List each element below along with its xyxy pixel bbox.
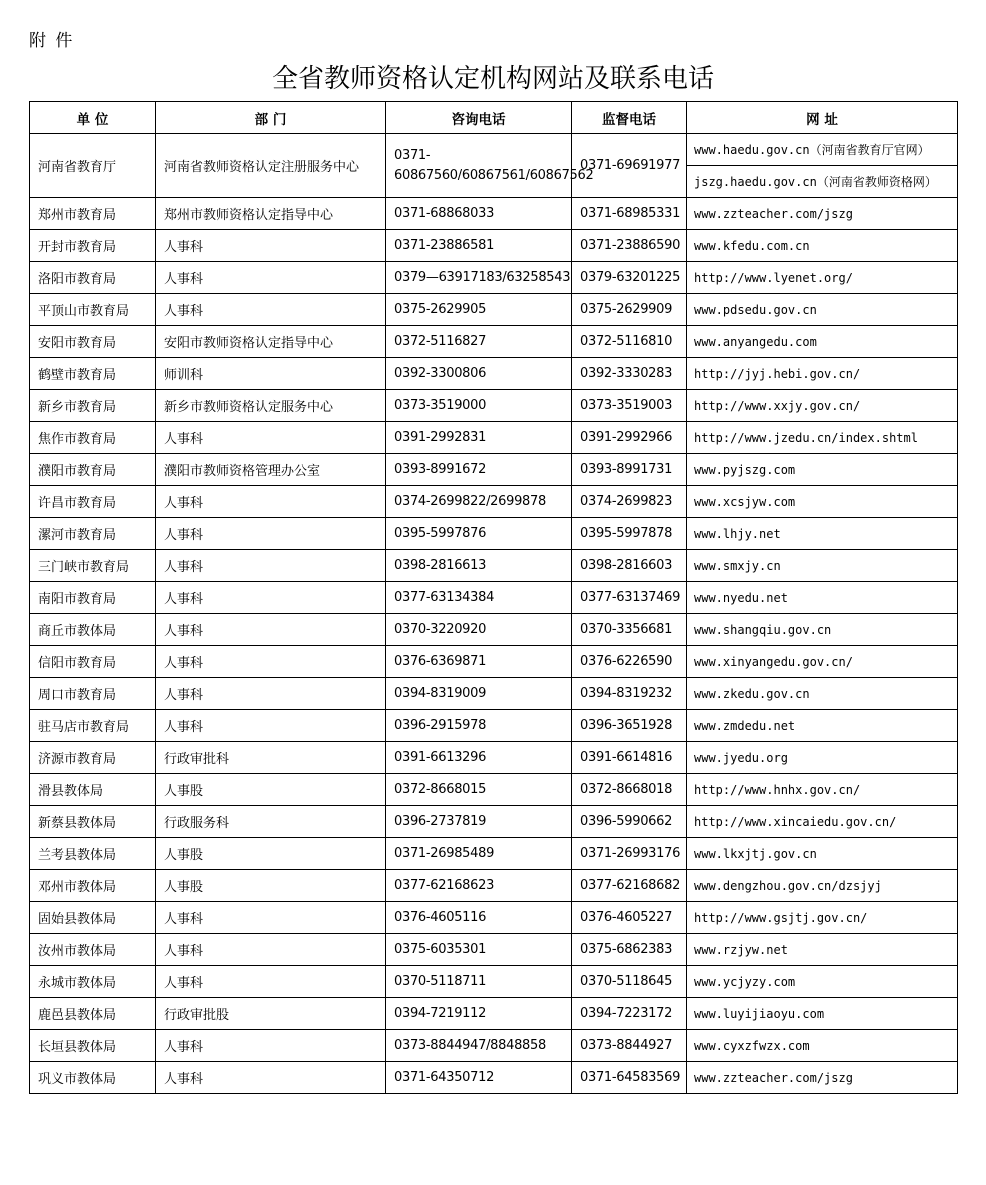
- cell-supervise-phone: 0371-23886590: [572, 230, 687, 262]
- cell-consult-phone: 0379—63917183/63258543: [386, 262, 572, 294]
- cell-supervise-phone: 0372-8668018: [572, 774, 687, 806]
- cell-website-link[interactable]: www.xinyangedu.gov.cn/: [687, 646, 958, 678]
- table-row: [30, 998, 958, 1030]
- cell-unit: 濮阳市教育局: [30, 454, 156, 486]
- cell-supervise-phone: 0394-7223172: [572, 998, 687, 1030]
- cell-website-link[interactable]: http://www.gsjtj.gov.cn/: [687, 902, 958, 934]
- cell-website-link[interactable]: www.lkxjtj.gov.cn: [687, 838, 958, 870]
- cell-dept: 行政审批科: [156, 742, 386, 774]
- cell-dept: 人事科: [156, 294, 386, 326]
- cell-website-link[interactable]: www.smxjy.cn: [687, 550, 958, 582]
- cell-unit: 焦作市教育局: [30, 422, 156, 454]
- cell-consult-phone: 0370-5118711: [386, 966, 572, 998]
- table-row: [30, 518, 958, 550]
- cell-website-link[interactable]: www.cyxzfwzx.com: [687, 1030, 958, 1062]
- cell-supervise-phone: 0370-5118645: [572, 966, 687, 998]
- cell-consult-phone: 0372-8668015: [386, 774, 572, 806]
- cell-consult-phone: 0376-4605116: [386, 902, 572, 934]
- cell-consult-phone: 0376-6369871: [386, 646, 572, 678]
- cell-supervise-phone: 0370-3356681: [572, 614, 687, 646]
- cell-supervise-phone: 0398-2816603: [572, 550, 687, 582]
- cell-website-link[interactable]: www.rzjyw.net: [687, 934, 958, 966]
- cell-website-link[interactable]: http://www.hnhx.gov.cn/: [687, 774, 958, 806]
- cell-website-link[interactable]: www.luyijiaoyu.com: [687, 998, 958, 1030]
- cell-website-link[interactable]: www.dengzhou.gov.cn/dzsjyj: [687, 870, 958, 902]
- cell-supervise-phone: 0379-63201225: [572, 262, 687, 294]
- cell-supervise-phone: 0396-3651928: [572, 710, 687, 742]
- table-row: [30, 902, 958, 934]
- cell-unit: 鹤壁市教育局: [30, 358, 156, 390]
- cell-website-link[interactable]: www.shangqiu.gov.cn: [687, 614, 958, 646]
- cell-supervise-phone: 0376-4605227: [572, 902, 687, 934]
- cell-unit: 永城市教体局: [30, 966, 156, 998]
- cell-website-link[interactable]: www.zzteacher.com/jszg: [687, 198, 958, 230]
- cell-consult-phone: 0393-8991672: [386, 454, 572, 486]
- cell-unit: 长垣县教体局: [30, 1030, 156, 1062]
- cell-dept: 人事股: [156, 838, 386, 870]
- cell-unit: 巩义市教体局: [30, 1062, 156, 1094]
- cell-dept: 安阳市教师资格认定指导中心: [156, 326, 386, 358]
- header-website: 网 址: [687, 102, 958, 134]
- table-row: [30, 966, 958, 998]
- cell-dept: 师训科: [156, 358, 386, 390]
- cell-website-link[interactable]: jszg.haedu.gov.cn（河南省教师资格网）: [687, 166, 958, 198]
- cell-consult-phone: 0396-2737819: [386, 806, 572, 838]
- cell-consult-phone: 0394-8319009: [386, 678, 572, 710]
- cell-consult-phone: 0371-26985489: [386, 838, 572, 870]
- cell-website-link[interactable]: http://www.jzedu.cn/index.shtml: [687, 422, 958, 454]
- cell-dept: 新乡市教师资格认定服务中心: [156, 390, 386, 422]
- cell-website-link[interactable]: www.jyedu.org: [687, 742, 958, 774]
- cell-website-link[interactable]: www.xcsjyw.com: [687, 486, 958, 518]
- table-row: [30, 806, 958, 838]
- cell-consult-phone: 0370-3220920: [386, 614, 572, 646]
- cell-supervise-phone: 0374-2699823: [572, 486, 687, 518]
- cell-consult-phone: 0391-6613296: [386, 742, 572, 774]
- cell-website-link[interactable]: www.nyedu.net: [687, 582, 958, 614]
- cell-dept: 人事科: [156, 550, 386, 582]
- cell-unit: 济源市教育局: [30, 742, 156, 774]
- cell-unit: 洛阳市教育局: [30, 262, 156, 294]
- header-supervise-phone: 监督电话: [572, 102, 687, 134]
- cell-unit: 商丘市教体局: [30, 614, 156, 646]
- cell-unit: 固始县教体局: [30, 902, 156, 934]
- cell-supervise-phone: 0391-6614816: [572, 742, 687, 774]
- cell-consult-phone: 0391-2992831: [386, 422, 572, 454]
- cell-supervise-phone: 0375-6862383: [572, 934, 687, 966]
- cell-unit: 新蔡县教体局: [30, 806, 156, 838]
- cell-supervise-phone: 0377-63137469: [572, 582, 687, 614]
- cell-dept: 人事科: [156, 486, 386, 518]
- table-row: [30, 678, 958, 710]
- cell-supervise-phone: 0393-8991731: [572, 454, 687, 486]
- cell-website-link[interactable]: http://jyj.hebi.gov.cn/: [687, 358, 958, 390]
- cell-supervise-phone: 0373-3519003: [572, 390, 687, 422]
- header-unit: 单 位: [30, 102, 156, 134]
- cell-unit: 兰考县教体局: [30, 838, 156, 870]
- cell-consult-phone: 0377-63134384: [386, 582, 572, 614]
- cell-website-link[interactable]: www.kfedu.com.cn: [687, 230, 958, 262]
- cell-consult-phone: 0373-8844947/8848858: [386, 1030, 572, 1062]
- cell-supervise-phone: 0371-68985331: [572, 198, 687, 230]
- table-row: [30, 454, 958, 486]
- header-consult-phone: 咨询电话: [386, 102, 572, 134]
- cell-dept: 人事科: [156, 710, 386, 742]
- cell-unit: 许昌市教育局: [30, 486, 156, 518]
- cell-consult-phone: 0375-2629905: [386, 294, 572, 326]
- cell-website-link[interactable]: www.lhjy.net: [687, 518, 958, 550]
- page-title: 全省教师资格认定机构网站及联系电话: [271, 64, 714, 94]
- cell-unit: 周口市教育局: [30, 678, 156, 710]
- cell-supervise-phone: 0395-5997878: [572, 518, 687, 550]
- cell-website-link[interactable]: http://www.xincaiedu.gov.cn/: [687, 806, 958, 838]
- cell-unit: 平顶山市教育局: [30, 294, 156, 326]
- cell-consult-phone: 0371-64350712: [386, 1062, 572, 1094]
- cell-dept: 人事股: [156, 870, 386, 902]
- table-row: [30, 550, 958, 582]
- table-row: [30, 774, 958, 806]
- cell-website-link[interactable]: www.zkedu.gov.cn: [687, 678, 958, 710]
- cell-consult-phone: 0398-2816613: [386, 550, 572, 582]
- table-row: [30, 422, 958, 454]
- cell-website-link[interactable]: www.zzteacher.com/jszg: [687, 1062, 958, 1094]
- cell-supervise-phone: 0394-8319232: [572, 678, 687, 710]
- cell-supervise-phone: 0371-26993176: [572, 838, 687, 870]
- cell-website-link[interactable]: www.pyjszg.com: [687, 454, 958, 486]
- cell-unit: 汝州市教体局: [30, 934, 156, 966]
- table-row: [30, 646, 958, 678]
- cell-dept: 人事科: [156, 1030, 386, 1062]
- cell-consult-phone: 0371-60867560/60867561/60867562: [386, 134, 572, 198]
- cell-dept: 河南省教师资格认定注册服务中心: [156, 134, 386, 198]
- cell-supervise-phone: 0392-3330283: [572, 358, 687, 390]
- cell-supervise-phone: 0372-5116810: [572, 326, 687, 358]
- attachment-label: 附 件: [29, 31, 75, 51]
- cell-unit: 鹿邑县教体局: [30, 998, 156, 1030]
- table-row: [30, 614, 958, 646]
- cell-dept: 人事科: [156, 1062, 386, 1094]
- table-row: [30, 870, 958, 902]
- table-row: [30, 1030, 958, 1062]
- cell-dept: 人事科: [156, 230, 386, 262]
- cell-unit: 新乡市教育局: [30, 390, 156, 422]
- cell-supervise-phone: 0396-5990662: [572, 806, 687, 838]
- cell-unit: 河南省教育厅: [30, 134, 156, 198]
- cell-consult-phone: 0375-6035301: [386, 934, 572, 966]
- table-row: [30, 198, 958, 230]
- table-row: [30, 486, 958, 518]
- table-row: [30, 582, 958, 614]
- cell-unit: 开封市教育局: [30, 230, 156, 262]
- cell-supervise-phone: 0373-8844927: [572, 1030, 687, 1062]
- table-row: [30, 742, 958, 774]
- cell-website-link[interactable]: www.zmdedu.net: [687, 710, 958, 742]
- cell-consult-phone: 0377-62168623: [386, 870, 572, 902]
- cell-consult-phone: 0396-2915978: [386, 710, 572, 742]
- cell-unit: 滑县教体局: [30, 774, 156, 806]
- table-header-row: [30, 102, 958, 134]
- cell-dept: 人事科: [156, 422, 386, 454]
- cell-dept: 濮阳市教师资格管理办公室: [156, 454, 386, 486]
- cell-website-link[interactable]: www.anyangedu.com: [687, 326, 958, 358]
- cell-consult-phone: 0371-68868033: [386, 198, 572, 230]
- cell-dept: 人事股: [156, 774, 386, 806]
- cell-dept: 行政服务科: [156, 806, 386, 838]
- cell-website-link[interactable]: http://www.lyenet.org/: [687, 262, 958, 294]
- cell-supervise-phone: 0391-2992966: [572, 422, 687, 454]
- table-row: [30, 358, 958, 390]
- cell-unit: 南阳市教育局: [30, 582, 156, 614]
- table-row: [30, 262, 958, 294]
- table-row: [30, 230, 958, 262]
- table-row: [30, 294, 958, 326]
- table-row: [30, 838, 958, 870]
- cell-website-link[interactable]: www.haedu.gov.cn（河南省教育厅官网）: [687, 134, 958, 166]
- cell-consult-phone: 0372-5116827: [386, 326, 572, 358]
- cell-consult-phone: 0392-3300806: [386, 358, 572, 390]
- cell-supervise-phone: 0371-69691977: [572, 134, 687, 198]
- cell-supervise-phone: 0375-2629909: [572, 294, 687, 326]
- table-row: [30, 134, 958, 166]
- cell-dept: 人事科: [156, 902, 386, 934]
- contact-table: [29, 101, 958, 1094]
- cell-dept: 人事科: [156, 646, 386, 678]
- table-row: [30, 1062, 958, 1094]
- cell-supervise-phone: 0377-62168682: [572, 870, 687, 902]
- cell-unit: 三门峡市教育局: [30, 550, 156, 582]
- cell-consult-phone: 0394-7219112: [386, 998, 572, 1030]
- cell-unit: 漯河市教育局: [30, 518, 156, 550]
- cell-dept: 人事科: [156, 262, 386, 294]
- cell-unit: 邓州市教体局: [30, 870, 156, 902]
- cell-dept: 人事科: [156, 966, 386, 998]
- cell-dept: 人事科: [156, 614, 386, 646]
- cell-unit: 安阳市教育局: [30, 326, 156, 358]
- cell-supervise-phone: 0371-64583569: [572, 1062, 687, 1094]
- cell-supervise-phone: 0376-6226590: [572, 646, 687, 678]
- cell-dept: 人事科: [156, 518, 386, 550]
- table-row: [30, 710, 958, 742]
- cell-consult-phone: 0395-5997876: [386, 518, 572, 550]
- cell-website-link[interactable]: www.pdsedu.gov.cn: [687, 294, 958, 326]
- cell-consult-phone: 0373-3519000: [386, 390, 572, 422]
- table-row: [30, 326, 958, 358]
- cell-consult-phone: 0371-23886581: [386, 230, 572, 262]
- cell-dept: 郑州市教师资格认定指导中心: [156, 198, 386, 230]
- cell-dept: 人事科: [156, 582, 386, 614]
- table-row: [30, 934, 958, 966]
- cell-dept: 人事科: [156, 934, 386, 966]
- cell-unit: 驻马店市教育局: [30, 710, 156, 742]
- cell-dept: 人事科: [156, 678, 386, 710]
- cell-unit: 郑州市教育局: [30, 198, 156, 230]
- cell-dept: 行政审批股: [156, 998, 386, 1030]
- cell-website-link[interactable]: www.ycjyzy.com: [687, 966, 958, 998]
- cell-consult-phone: 0374-2699822/2699878: [386, 486, 572, 518]
- cell-website-link[interactable]: http://www.xxjy.gov.cn/: [687, 390, 958, 422]
- cell-unit: 信阳市教育局: [30, 646, 156, 678]
- table-row: [30, 390, 958, 422]
- header-dept: 部 门: [156, 102, 386, 134]
